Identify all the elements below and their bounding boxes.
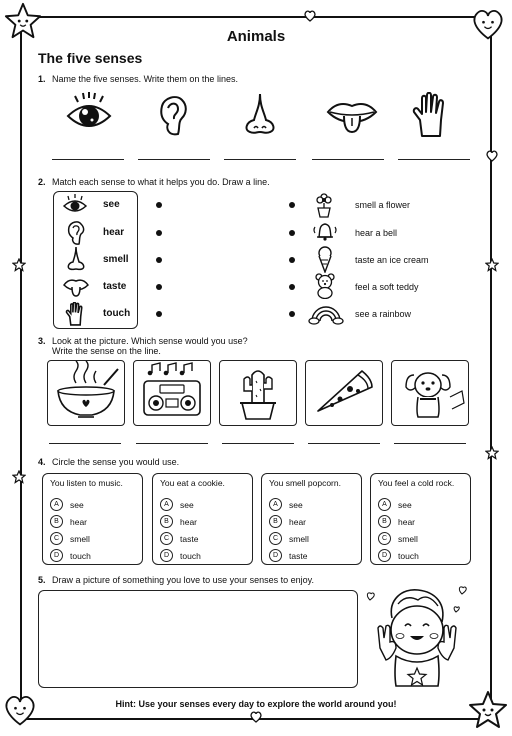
option-text: see [180,499,194,510]
card-prompt: You listen to music. [50,478,123,488]
question-number: 5. [38,575,46,585]
choice-card [261,473,362,565]
option-text: smell [70,533,90,544]
sense-label: smell [103,254,129,265]
small-star-icon [485,446,499,460]
option-letter: C [269,532,282,545]
answer-line[interactable] [394,443,466,444]
option-b[interactable] [378,515,415,528]
option-d[interactable] [160,549,201,562]
question-text: Write the sense on the line. [52,346,161,356]
option-text: see [70,499,84,510]
sense-label: hear [103,227,125,238]
match-dot[interactable] [289,230,295,236]
match-dot[interactable] [156,230,162,236]
picture-box [47,360,125,426]
hand-icon [410,92,454,138]
choice-card [370,473,471,565]
answer-line[interactable] [136,443,208,444]
question-4 [38,457,179,467]
option-text: taste [289,550,308,561]
option-a[interactable] [269,498,303,511]
option-text: hear [398,516,416,527]
option-c[interactable] [160,532,198,545]
match-dot[interactable] [289,311,295,317]
match-dot[interactable] [289,202,295,208]
choice-card [152,473,253,565]
activity-label: smell a flower [355,200,411,210]
option-text: see [398,499,412,510]
sense-label: taste [103,281,127,292]
option-letter: B [269,515,282,528]
question-number: 2. [38,177,46,187]
card-prompt: You feel a cold rock. [378,478,455,488]
answer-line[interactable] [308,443,380,444]
tongue-icon [62,276,90,298]
option-d[interactable] [378,549,419,562]
ice-cream-icon [316,245,334,273]
answer-line[interactable] [52,159,124,160]
option-d[interactable] [269,549,307,562]
answer-line[interactable] [138,159,210,160]
choice-card [42,473,143,565]
nose-icon [64,246,88,274]
pizza-slice-icon [306,361,382,425]
child-illustration [362,582,472,694]
tongue-icon [324,96,380,136]
card-prompt: You smell popcorn. [269,478,341,488]
cactus-icon [220,361,296,425]
option-c[interactable] [378,532,418,545]
teddy-bear-icon [313,273,337,299]
question-2 [38,177,270,187]
nose-icon [238,92,282,140]
option-letter: D [160,549,173,562]
heart-icon [2,692,38,728]
option-text: touch [398,550,419,561]
rainbow-icon [308,301,344,325]
option-letter: A [269,498,282,511]
option-text: hear [289,516,307,527]
card-prompt: You eat a cookie. [160,478,225,488]
match-dot[interactable] [156,257,162,263]
activity-label: feel a soft teddy [355,282,419,292]
question-text: Draw a picture of something you love to use your senses to enjoy. [52,575,315,585]
option-text: hear [180,516,198,527]
option-letter: B [160,515,173,528]
option-b[interactable] [269,515,306,528]
ear-icon [156,94,190,138]
star-icon [468,690,508,730]
puppy-icon [392,361,468,425]
option-letter: D [378,549,391,562]
question-text: Name the five senses. Write them on the lines. [52,74,238,84]
worksheet-subtitle: The five senses [38,50,143,66]
option-c[interactable] [50,532,90,545]
activity-label: hear a bell [355,228,398,238]
option-letter: D [269,549,282,562]
eye-icon [64,92,114,138]
small-star-icon [12,258,26,272]
option-letter: C [160,532,173,545]
small-star-icon [12,470,26,484]
question-text: Look at the picture. Which sense would you use? [52,336,248,346]
question-3 [38,336,248,356]
small-heart-icon [486,150,498,162]
eye-icon [62,194,88,216]
activity-label: see a rainbow [355,309,412,319]
match-dot[interactable] [156,311,162,317]
small-star-icon [485,258,499,272]
option-text: hear [70,516,88,527]
sense-label: see [103,199,120,210]
option-text: touch [180,550,201,561]
drawing-area[interactable] [38,590,358,688]
option-letter: C [378,532,391,545]
activity-label: taste an ice cream [355,255,429,265]
option-text: taste [180,533,199,544]
hint-text: Hint: Use your senses every day to explore the world around you! [115,699,397,709]
option-text: see [289,499,303,510]
question-number: 3. [38,336,46,346]
option-a[interactable] [50,498,84,511]
option-letter: A [160,498,173,511]
option-a[interactable] [160,498,194,511]
question-1 [38,74,238,84]
option-letter: A [378,498,391,511]
small-heart-icon [250,711,262,723]
answer-line[interactable] [312,159,384,160]
match-dot[interactable] [289,257,295,263]
option-letter: D [50,549,63,562]
radio-icon [134,361,210,425]
question-5 [38,575,314,585]
ear-icon [66,220,86,246]
flower-pot-icon [314,192,334,218]
option-letter: A [50,498,63,511]
option-text: smell [398,533,418,544]
option-letter: B [50,515,63,528]
sense-label: touch [103,308,131,319]
question-text: Circle the sense you would use. [52,457,180,467]
picture-box [219,360,297,426]
option-letter: B [378,515,391,528]
match-dot[interactable] [156,202,162,208]
option-text: touch [70,550,91,561]
soup-bowl-icon [48,361,124,425]
question-number: 1. [38,74,46,84]
question-number: 4. [38,457,46,467]
question-text: Match each sense to what it helps you do. Draw a line. [52,177,270,187]
hand-icon [64,302,88,326]
small-heart-icon [304,10,316,22]
option-b[interactable] [50,515,87,528]
answer-line[interactable] [398,159,470,160]
page-title: Animals [226,28,286,45]
answer-line[interactable] [49,443,121,444]
picture-box [391,360,469,426]
option-b[interactable] [160,515,197,528]
picture-box [305,360,383,426]
option-c[interactable] [269,532,309,545]
match-dot[interactable] [289,284,295,290]
match-dot[interactable] [156,284,162,290]
option-d[interactable] [50,549,91,562]
answer-line[interactable] [222,443,294,444]
option-letter: C [50,532,63,545]
option-text: smell [289,533,309,544]
bell-icon [312,219,338,243]
answer-line[interactable] [224,159,296,160]
option-a[interactable] [378,498,412,511]
picture-box [133,360,211,426]
